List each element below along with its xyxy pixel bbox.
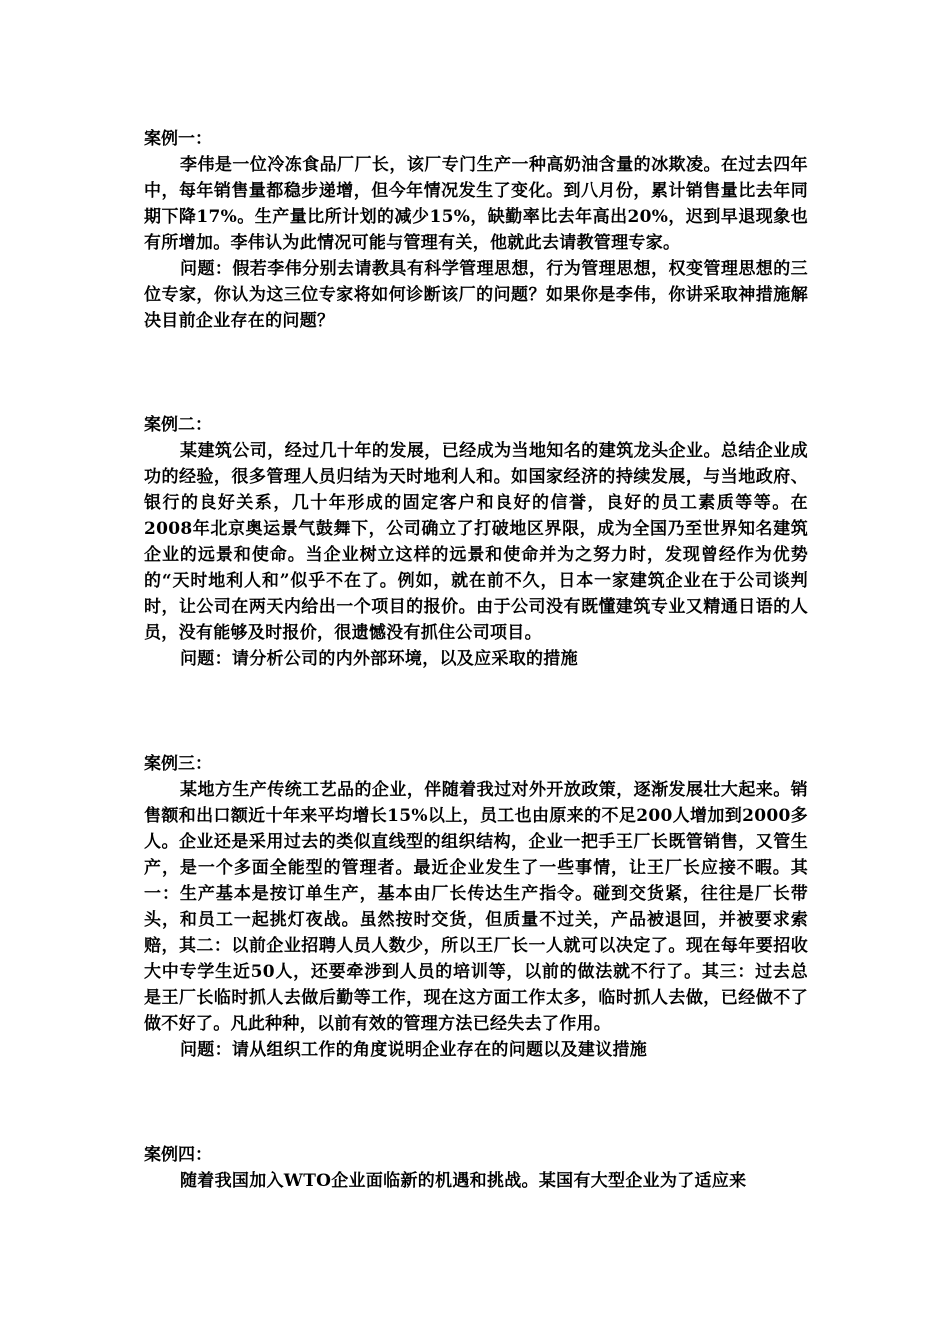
case-2-title: 案例二： [144,415,212,435]
spacer [144,1063,808,1142]
case-2 [144,412,808,672]
case-2-question: 问题：请分析公司的内外部环境，以及应采取的措施 [180,649,578,669]
case-3 [144,751,808,1063]
case-3-title: 案例三： [144,754,212,774]
case-1-body: 李伟是一位冷冻食品厂厂长，该厂专门生产一种高奶油含量的冰欺凌。在过去四年中，每年销售量都稳步递增，但今年情况发生了变化。到八月份，累计销售量比去年同期下降17%。生产量比所计划的减少15%，缺勤率比去年高出20%，迟到早退现象也有所增加。李伟认为此情况可能与管理有关，他就此去请教管理专家。 [144,155,808,253]
case-2-body: 某建筑公司，经过几十年的发展，已经成为当地知名的建筑龙头企业。总结企业成功的经验，很多管理人员归结为天时地利人和。如国家经济的持续发展，与当地政府、银行的良好关系，几十年形成的固定客户和良好的信誉，良好的员工素质等等。在2008年北京奥运景气鼓舞下，公司确立了打破地区界限，成为全国乃至世界知名建筑企业的远景和使命。当企业树立这样的远景和使命并为之努力时，发现曾经作为优势的“天时地利人和”似乎不在了。例如，就在前不久，日本一家建筑企业在于公司谈判时，让公司在两天内给出一个项目的报价。由于公司没有既懂建筑专业又精通日语的人员，没有能够及时报价，很遗憾没有抓住公司项目。 [144,441,808,643]
case-3-question: 问题：请从组织工作的角度说明企业存在的问题以及建议措施 [180,1040,648,1060]
case-4-body: 随着我国加入WTO企业面临新的机遇和挑战。某国有大型企业为了适应来 [180,1171,747,1191]
case-4-title: 案例四： [144,1145,212,1165]
case-1-question: 问题：假若李伟分别去请教具有科学管理思想，行为管理思想，权变管理思想的三位专家，你认为这三位专家将如何诊断该厂的问题？如果你是李伟，你讲采取神措施解决目前企业存在的问题？ [144,259,808,331]
case-3-body: 某地方生产传统工艺品的企业，伴随着我过对外开放政策，逐渐发展壮大起来。销售额和出口额近十年来平均增长15%以上，员工也由原来的不足200人增加到2000多人。企业还是采用过去的类似直线型的组织结构，企业一把手王厂长既管销售，又管生产，是一个多面全能型的管理者。最近企业发生了一些事情，让王厂长应接不暇。其一：生产基本是按订单生产，基本由厂长传达生产指令。碰到交货紧，往往是厂长带头，和员工一起挑灯夜战。虽然按时交货，但质量不过关，产品被退回，并被要求索赔，其二：以前企业招聘人员人数少，所以王厂长一人就可以决定了。现在每年要招收大中专学生近50人，还要牵涉到人员的培训等，以前的做法就不行了。其三：过去总是王厂长临时抓人去做后勤等工作，现在这方面工作太多，临时抓人去做，已经做不了做不好了。凡此种种，以前有效的管理方法已经失去了作用。 [144,780,808,1034]
document-page [144,126,808,1194]
case-1-title: 案例一： [144,129,212,149]
case-4 [144,1142,808,1194]
case-1 [144,126,808,334]
spacer [144,334,808,412]
spacer [144,672,808,751]
